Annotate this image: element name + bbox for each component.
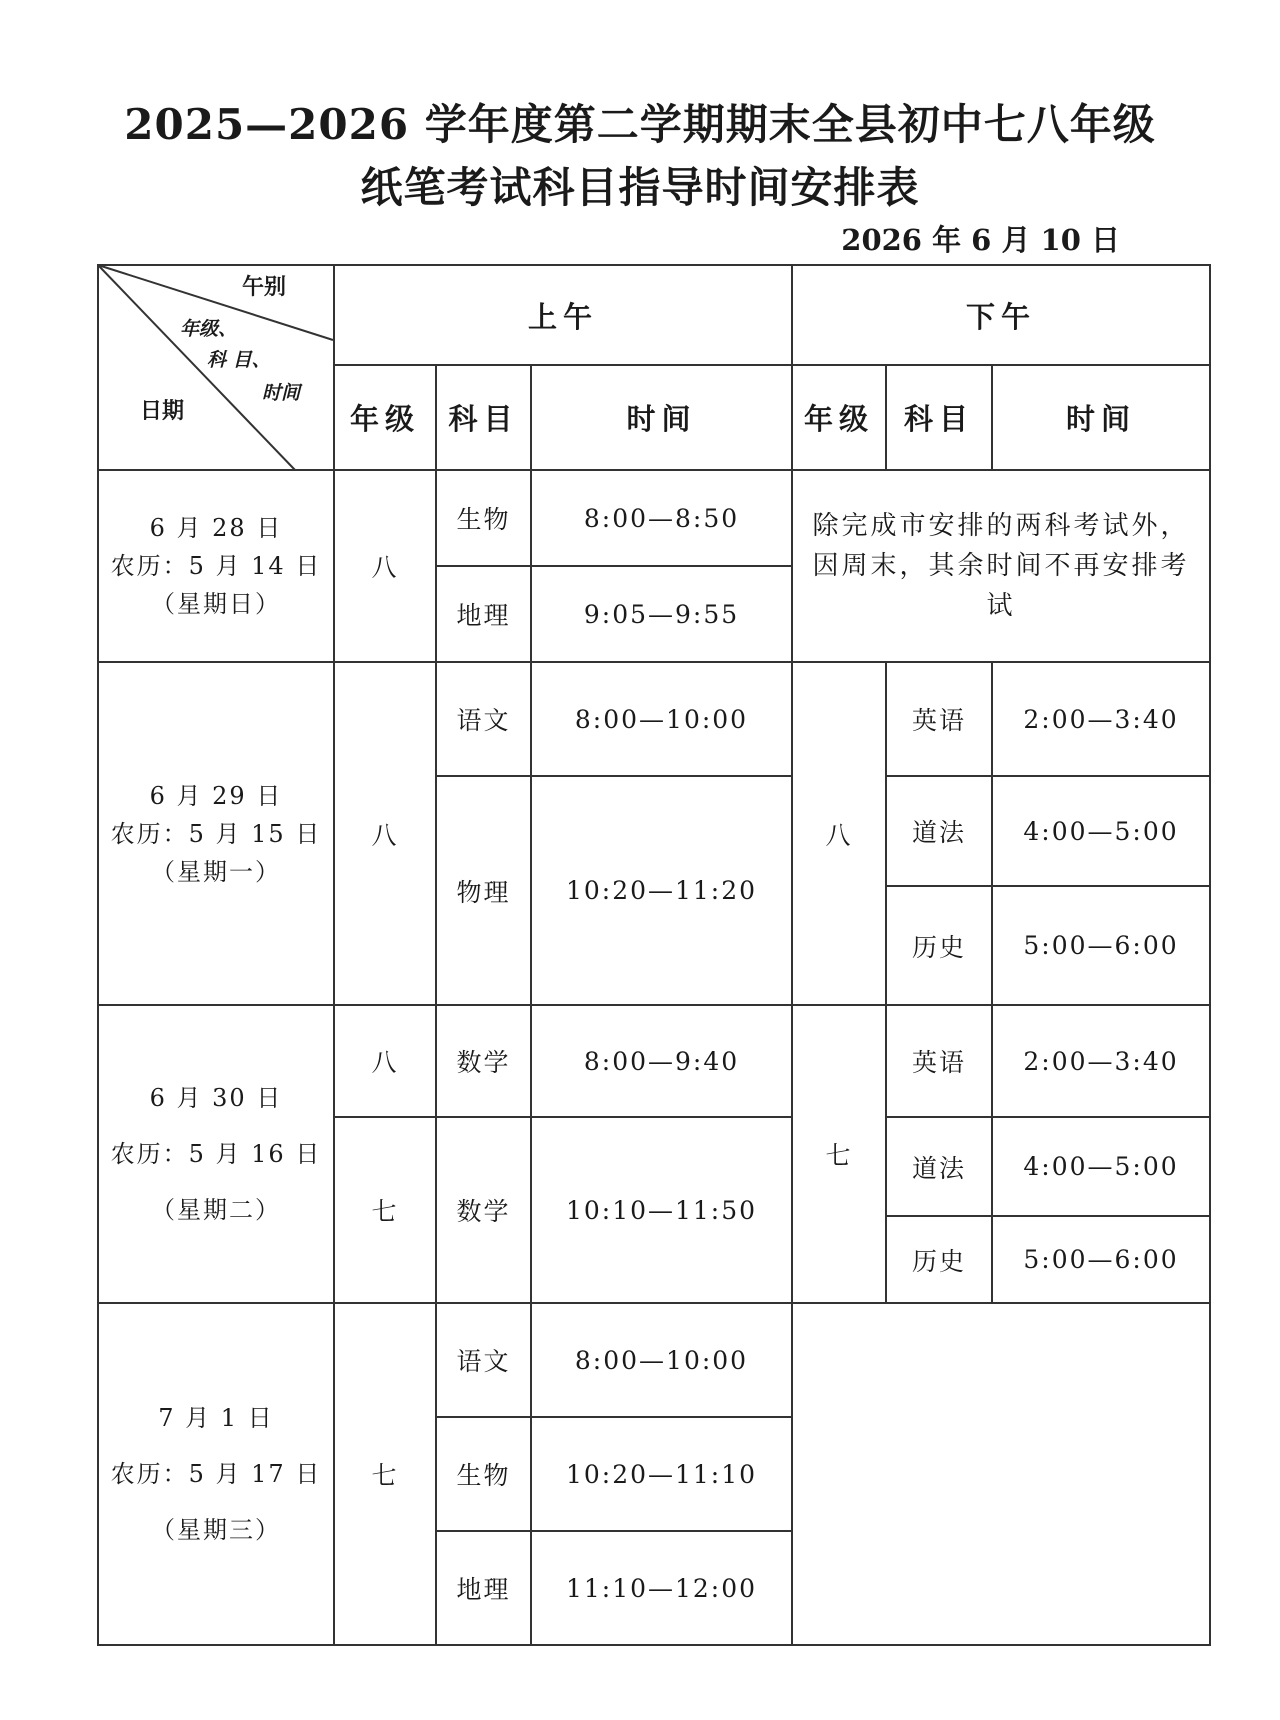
pm-subject: 历史 <box>911 932 966 962</box>
document-title-line1: 2025—2026 学年度第二学期期末全县初中七八年级 <box>124 100 1156 149</box>
am-subject: 语文 <box>456 1347 511 1376</box>
date-lunar: 农历：5 月 16 日 <box>110 1140 322 1168</box>
header-pm-grade: 年级 <box>803 402 874 436</box>
date-lunar: 农历：5 月 17 日 <box>110 1460 322 1488</box>
date-solar: 6 月 28 日 <box>149 514 283 542</box>
am-time: 9:05—9:55 <box>583 599 740 629</box>
am-subject: 地理 <box>456 601 511 630</box>
date-cell <box>98 662 334 1005</box>
am-subject: 物理 <box>456 877 511 907</box>
pm-subject: 历史 <box>911 1246 966 1276</box>
header-pm-time: 时间 <box>1065 402 1136 436</box>
corner-label-time: 时间 <box>262 382 301 404</box>
am-time: 11:10—12:00 <box>565 1573 758 1603</box>
am-time: 8:00—9:40 <box>583 1046 740 1076</box>
date-weekday: （星期日） <box>151 590 281 618</box>
pm-subject: 道法 <box>911 1153 966 1183</box>
date-cell <box>98 470 334 662</box>
am-subject: 数学 <box>456 1197 511 1226</box>
header-pm-subject: 科目 <box>903 402 974 436</box>
pm-time: 4:00—5:00 <box>1023 1152 1179 1181</box>
am-time: 10:20—11:20 <box>565 876 758 905</box>
pm-time: 5:00—6:00 <box>1023 1245 1179 1274</box>
date-lunar: 农历：5 月 14 日 <box>110 552 322 580</box>
am-subject: 地理 <box>456 1575 511 1604</box>
header-am-subject: 科目 <box>448 402 519 436</box>
date-solar: 6 月 29 日 <box>149 781 283 810</box>
am-time: 10:10—11:50 <box>565 1195 758 1225</box>
pm-grade: 七 <box>825 1141 853 1170</box>
pm-subject: 英语 <box>911 706 966 735</box>
pm-subject: 英语 <box>911 1048 966 1077</box>
am-subject: 生物 <box>456 505 511 534</box>
issue-date: 2026 年 6 月 10 日 <box>841 223 1120 257</box>
am-subject: 生物 <box>456 1461 511 1490</box>
am-grade: 八 <box>371 820 399 850</box>
date-solar: 7 月 1 日 <box>158 1404 274 1432</box>
header-afternoon: 下午 <box>965 299 1036 334</box>
am-subject: 数学 <box>456 1048 511 1077</box>
document-title-line2: 纸笔考试科目指导时间安排表 <box>360 163 920 212</box>
pm-time: 2:00—3:40 <box>1023 1046 1179 1076</box>
am-time: 8:00—10:00 <box>574 1345 749 1375</box>
corner-label-grade: 年级、 <box>180 318 238 340</box>
am-grade: 七 <box>371 1461 399 1490</box>
date-weekday: （星期一） <box>151 857 281 886</box>
date-cell <box>98 1303 334 1645</box>
pm-time: 4:00—5:00 <box>1023 816 1179 846</box>
header-am-time: 时间 <box>626 402 697 436</box>
date-solar: 6 月 30 日 <box>149 1084 283 1112</box>
pm-time: 5:00—6:00 <box>1023 931 1179 960</box>
am-grade: 八 <box>371 553 399 582</box>
pm-note: 除完成市安排的两科考试外，因周末，其余时间不再安排考试 <box>812 511 1190 621</box>
date-weekday: （星期二） <box>151 1196 281 1224</box>
header-morning: 上午 <box>527 299 598 334</box>
am-subject: 语文 <box>456 706 511 735</box>
corner-label-session: 午别 <box>242 274 287 300</box>
date-lunar: 农历：5 月 15 日 <box>110 819 322 848</box>
corner-label-date: 日期 <box>140 398 185 424</box>
pm-subject: 道法 <box>911 818 966 847</box>
am-time: 8:00—8:50 <box>583 503 740 533</box>
am-time: 10:20—11:10 <box>565 1459 758 1489</box>
corner-label-subject: 科 目、 <box>207 349 271 371</box>
pm-grade: 八 <box>825 820 853 850</box>
am-grade: 七 <box>371 1197 399 1226</box>
date-weekday: （星期三） <box>151 1516 281 1544</box>
am-time: 8:00—10:00 <box>574 704 749 734</box>
am-grade: 八 <box>371 1048 399 1077</box>
header-am-grade: 年级 <box>349 402 420 436</box>
date-cell <box>98 1005 334 1303</box>
pm-time: 2:00—3:40 <box>1023 704 1179 734</box>
